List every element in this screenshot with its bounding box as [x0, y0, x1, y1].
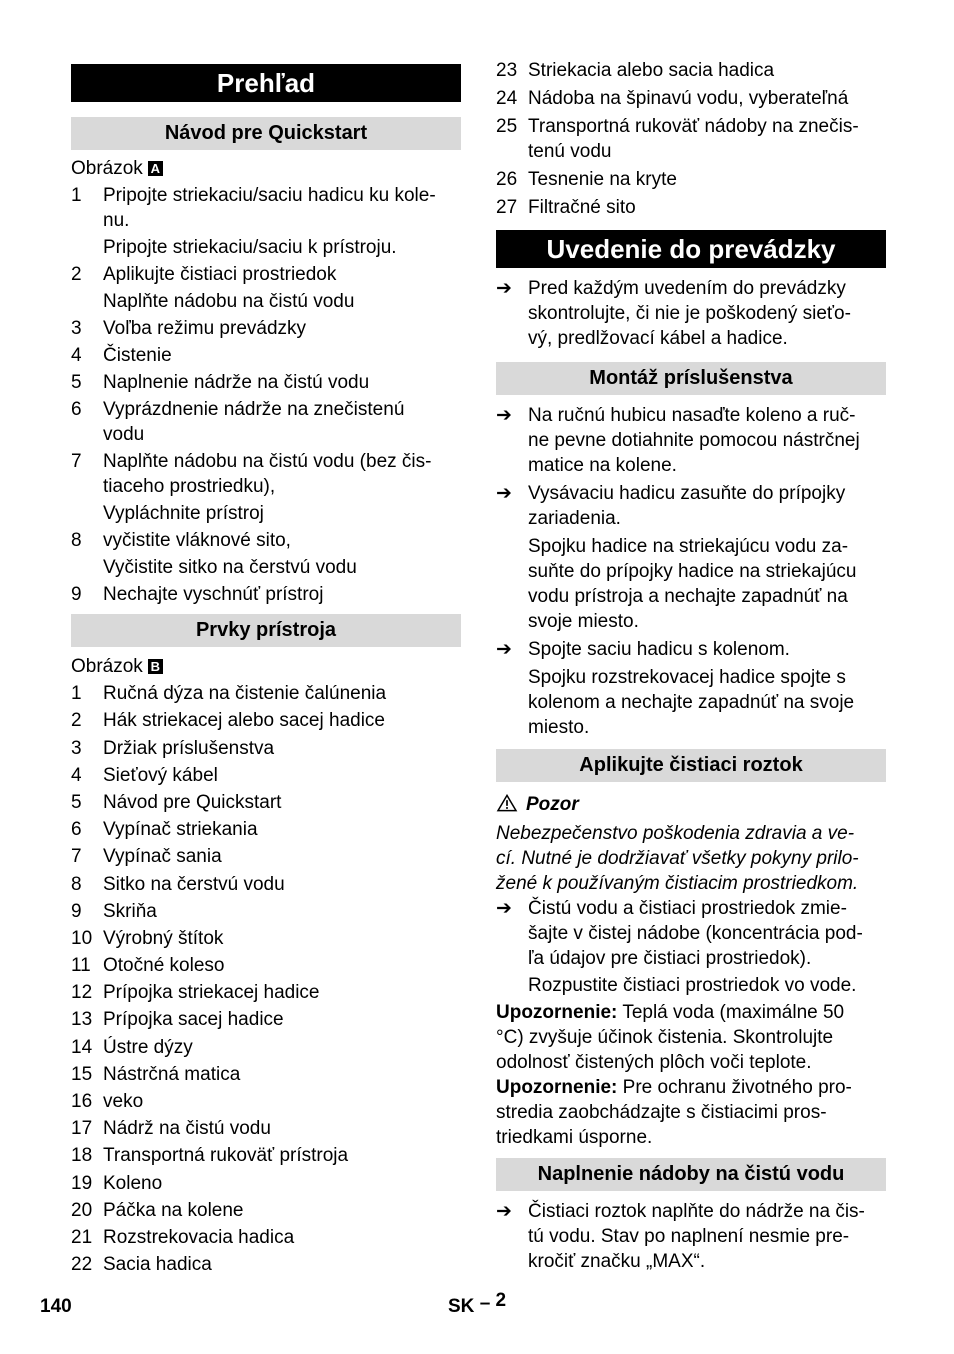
text-line: miesto.	[528, 717, 590, 738]
text-line: matice na kolene.	[528, 455, 677, 476]
text-line: Spojte saciu hadicu s kolenom.	[528, 639, 790, 660]
item-number: 25	[496, 116, 518, 137]
step-number: 4	[71, 345, 82, 366]
step-number: 8	[71, 530, 82, 551]
text-line: nu.	[103, 210, 130, 231]
text-line: cí. Nutné je dodržiavať všetky pokyny prilo-	[496, 848, 859, 869]
text-line: tenú vodu	[528, 141, 612, 162]
list-item	[71, 1252, 461, 1277]
item-text: veko	[103, 1091, 144, 1112]
list-item	[71, 1225, 461, 1250]
item-text	[528, 114, 886, 164]
right-arrow-icon: ➔	[496, 639, 512, 660]
list-item	[71, 1007, 461, 1032]
warning-triangle-icon	[496, 794, 518, 812]
heading-apply-detergent: Aplikujte čistiaci roztok	[496, 749, 886, 782]
step-number	[71, 555, 103, 580]
list-item	[71, 1062, 461, 1087]
figure-badge-b: B	[148, 659, 163, 674]
quickstart-step	[71, 501, 461, 526]
left-column	[71, 60, 461, 1277]
quickstart-step	[71, 289, 461, 314]
item-text: Sieťový kábel	[103, 764, 218, 786]
text-line: Nebezpečenstvo poškodenia zdravia a ve-	[496, 823, 855, 844]
step-text	[103, 528, 461, 553]
item-text: Prípojka striekacej hadice	[103, 982, 320, 1004]
item-text: Prípojka sacej hadice	[103, 1009, 284, 1031]
item-text: Nástrčná matica	[103, 1063, 241, 1085]
text-line: Pripojte striekaciu/saciu hadicu ku kole-	[103, 185, 436, 206]
step-text	[103, 397, 461, 447]
item-number: 7	[71, 846, 82, 868]
item-number: 21	[71, 1226, 93, 1248]
right-arrow-icon: ➔	[496, 405, 512, 426]
list-item	[71, 1035, 461, 1060]
text-line: Aplikujte čistiaci prostriedok	[103, 264, 337, 285]
text-line: kolenom a nechajte zapadnúť na svoje	[528, 692, 855, 713]
item-number: 10	[71, 927, 93, 949]
text-line: Nechajte vyschnúť prístroj	[103, 584, 324, 605]
text-line: kročiť značku „MAX“.	[528, 1251, 706, 1272]
list-item	[71, 736, 461, 761]
item-number: 14	[71, 1036, 93, 1058]
right-arrow-icon: ➔	[496, 278, 512, 299]
text-line: Naplňte nádobu na čistú vodu	[103, 291, 355, 312]
text-line: tiaceho prostriedku),	[103, 476, 276, 497]
list-item	[71, 844, 461, 869]
quickstart-step	[71, 343, 461, 368]
item-number: 6	[71, 819, 82, 841]
device-elements-list	[71, 681, 461, 1277]
footer-lang: SK – 2	[448, 1290, 507, 1317]
right-column	[496, 58, 886, 1274]
section-title-startup: Uvedenie do prevádzky	[496, 230, 886, 268]
text-line: ľa údajov pre čistiaci prostriedok).	[528, 948, 812, 969]
quickstart-step	[71, 316, 461, 341]
text-line: svoje miesto.	[528, 611, 639, 632]
quickstart-step	[71, 397, 461, 447]
figure-ref-b: Obrázok B	[71, 654, 461, 679]
item-number: 27	[496, 197, 518, 218]
list-item	[71, 899, 461, 924]
step-number: 3	[71, 318, 82, 339]
step-text	[103, 370, 461, 395]
text-line: Voľba režimu prevádzky	[103, 318, 307, 339]
item-number: 13	[71, 1009, 93, 1031]
mounting-bullet-1	[496, 403, 886, 478]
list-item	[71, 1143, 461, 1168]
item-number: 15	[71, 1063, 93, 1085]
item-number: 5	[71, 791, 82, 813]
detergent-bullet-1	[496, 896, 886, 971]
step-text	[103, 449, 461, 499]
text-line: zariadenia.	[528, 508, 621, 529]
text-line: Čistiaci roztok naplňte do nádrže na čis-	[528, 1201, 865, 1222]
text-line: Filtračné sito	[528, 197, 636, 218]
item-text	[528, 167, 886, 192]
quickstart-step	[71, 262, 461, 287]
text-line: Striekacia alebo sacia hadica	[528, 60, 775, 81]
item-number: 4	[71, 764, 82, 786]
heading-accessory-mounting: Montáž príslušenstva	[496, 362, 886, 395]
step-text	[103, 501, 461, 526]
text-line: Naplňte nádobu na čistú vodu (bez čis-	[103, 451, 432, 472]
right-arrow-icon: ➔	[496, 1201, 512, 1222]
list-item	[496, 167, 886, 192]
text-line: triedkami úsporne.	[496, 1127, 653, 1148]
text-line: Vyčistite sitko na čerstvú vodu	[103, 557, 357, 578]
text-line: Pripojte striekaciu/saciu k prístroju.	[103, 237, 397, 258]
quickstart-step	[71, 582, 461, 607]
item-number: 24	[496, 88, 518, 109]
item-text: Sitko na čerstvú vodu	[103, 873, 285, 895]
right-arrow-icon: ➔	[496, 898, 512, 919]
text-line: stredia zaobchádzajte s čistiacimi pros-	[496, 1102, 827, 1123]
text-line: žené k používaným čistiacim prostriedkom.	[496, 873, 859, 894]
step-number	[71, 289, 103, 314]
item-text: Sacia hadica	[103, 1254, 212, 1276]
quickstart-step	[71, 555, 461, 580]
item-text	[528, 58, 886, 83]
step-number: 9	[71, 584, 82, 605]
text-line: Čistenie	[103, 345, 172, 366]
list-item	[71, 817, 461, 842]
quickstart-step	[71, 528, 461, 553]
item-number: 18	[71, 1145, 93, 1167]
text-line: Nádoba na špinavú vodu, vyberateľná	[528, 88, 849, 109]
item-text: Ručná dýza na čistenie čalúnenia	[103, 683, 387, 705]
item-text: Skriňa	[103, 900, 157, 922]
list-item	[71, 681, 461, 706]
text-line: Vysávaciu hadicu zasuňte do prípojky	[528, 483, 846, 504]
text-line: Rozpustite čistiaci prostriedok vo vode.	[528, 975, 857, 996]
item-text: Transportná rukoväť prístroja	[103, 1145, 349, 1167]
item-number: 20	[71, 1199, 93, 1221]
item-number: 19	[71, 1172, 93, 1194]
item-text: Nádrž na čistú vodu	[103, 1118, 271, 1140]
text-line: ne pevne dotiahnite pomocou nástrčnej	[528, 430, 860, 451]
quickstart-step	[71, 370, 461, 395]
item-number: 2	[71, 710, 82, 732]
item-text: Vypínač striekania	[103, 819, 258, 841]
item-text: Páčka na kolene	[103, 1199, 244, 1221]
heading-fill-clean-water: Naplnenie nádoby na čistú vodu	[496, 1158, 886, 1191]
list-item	[71, 790, 461, 815]
heading-device-elements: Prvky prístroja	[71, 614, 461, 647]
startup-bullet	[496, 276, 886, 351]
list-item	[71, 953, 461, 978]
text-line: vodu prístroja a nechajte zapadnúť na	[528, 586, 848, 607]
list-item	[71, 708, 461, 733]
page-number: 140	[40, 1296, 72, 1317]
text-line: Pred každým uvedením do prevádzky	[528, 278, 846, 299]
item-text: Držiak príslušenstva	[103, 737, 275, 759]
item-text: Rozstrekovacia hadica	[103, 1226, 295, 1248]
text-line: Vypláchnite prístroj	[103, 503, 264, 524]
text-line: Transportná rukoväť nádoby na znečis-	[528, 116, 859, 137]
step-number	[71, 235, 103, 260]
step-number	[71, 501, 103, 526]
item-text: Otočné koleso	[103, 955, 225, 977]
text-line: skontrolujte, či nie je poškodený sieťo-	[528, 303, 851, 324]
item-text: Koleno	[103, 1172, 163, 1194]
list-item	[496, 114, 886, 164]
mounting-bullet-2	[496, 481, 886, 531]
list-item	[71, 1116, 461, 1141]
mounting-instructions	[496, 403, 886, 740]
item-number: 22	[71, 1254, 93, 1276]
item-number: 23	[496, 60, 518, 81]
warning-text	[496, 821, 886, 896]
item-text: Vypínač sania	[103, 846, 222, 868]
device-elements-list-continued	[496, 58, 886, 220]
step-number: 7	[71, 451, 82, 472]
text-line: Tesnenie na kryte	[528, 169, 677, 190]
figure-badge-a: A	[148, 161, 163, 176]
step-number: 6	[71, 399, 82, 420]
list-item	[496, 86, 886, 111]
item-number: 12	[71, 982, 93, 1004]
filling-bullet-1	[496, 1199, 886, 1274]
list-item	[71, 980, 461, 1005]
text-line: Spojku rozstrekovacej hadice spojte s	[528, 667, 846, 688]
item-text: Výrobný štítok	[103, 927, 224, 949]
list-item	[71, 1198, 461, 1223]
text-line: suňte do prípojky hadice na striekajúcu	[528, 561, 857, 582]
quickstart-step	[71, 183, 461, 233]
section-title-overview: Prehľad	[71, 64, 461, 102]
text-line: Na ručnú hubicu nasaďte koleno a ruč-	[528, 405, 856, 426]
text-line: °C) zvyšuje účinok čistenia. Skontrolujte	[496, 1027, 834, 1048]
item-number: 3	[71, 737, 82, 759]
text-line: Vyprázdnenie nádrže na znečistenú	[103, 399, 405, 420]
item-number: 17	[71, 1118, 93, 1140]
quickstart-step	[71, 235, 461, 260]
step-number: 2	[71, 264, 82, 285]
figure-ref-a: Obrázok A	[71, 156, 461, 181]
step-text	[103, 289, 461, 314]
step-text	[103, 343, 461, 368]
step-text	[103, 555, 461, 580]
mounting-bullet-2-continued	[496, 534, 886, 634]
step-text	[103, 262, 461, 287]
item-text: Návod pre Quickstart	[103, 791, 282, 813]
text-line: vodu	[103, 424, 145, 445]
right-arrow-icon: ➔	[496, 483, 512, 504]
item-text	[528, 195, 886, 220]
list-item	[496, 58, 886, 83]
list-item	[496, 195, 886, 220]
warning-title: Pozor	[496, 792, 886, 817]
item-number: 1	[71, 683, 82, 705]
step-number: 1	[71, 185, 82, 206]
note-environment: Upozornenie: Pre ochranu životného pro- stredia zaobchádzajte s čistiacimi pros- triedkami úsporne.	[496, 1075, 886, 1150]
text-line: Naplnenie nádrže na čistú vodu	[103, 372, 370, 393]
list-item	[71, 1089, 461, 1114]
item-text: Ústre dýzy	[103, 1036, 193, 1058]
item-number: 26	[496, 169, 518, 190]
item-number: 11	[71, 955, 91, 977]
text-line: vý, predlžovací kábel a hadice.	[528, 328, 788, 349]
text-line: šajte v čistej nádobe (koncentrácia pod-	[528, 923, 863, 944]
text-line: Spojku hadice na striekajúcu vodu za-	[528, 536, 849, 557]
step-text	[103, 582, 461, 607]
item-text: Hák striekacej alebo sacej hadice	[103, 710, 385, 732]
quickstart-steps	[71, 183, 461, 607]
item-number: 9	[71, 900, 82, 922]
step-text	[103, 183, 461, 233]
text-line: vyčistite vláknové sito,	[103, 530, 291, 551]
step-number: 5	[71, 372, 82, 393]
text-line: Čistú vodu a čistiaci prostriedok zmie-	[528, 898, 847, 919]
note-warm-water: Upozornenie: Teplá voda (maximálne 50 °C) zvyšuje účinok čistenia. Skontrolujte odolnosť čistených plôch voči teplote.	[496, 1000, 886, 1075]
detergent-bullet-1-continued	[496, 973, 886, 998]
heading-quickstart: Návod pre Quickstart	[71, 117, 461, 150]
warning-block	[496, 792, 886, 896]
text-line: tú vodu. Stav po naplnení nesmie pre-	[528, 1226, 850, 1247]
list-item	[71, 763, 461, 788]
text-line: odolnosť čistených plôch voči teplote.	[496, 1052, 812, 1073]
step-text	[103, 316, 461, 341]
item-number: 16	[71, 1091, 93, 1112]
list-item	[71, 926, 461, 951]
quickstart-step	[71, 449, 461, 499]
item-number: 8	[71, 873, 82, 895]
item-text	[528, 86, 886, 111]
list-item	[71, 872, 461, 897]
list-item	[71, 1171, 461, 1196]
step-text	[103, 235, 461, 260]
mounting-bullet-3	[496, 637, 886, 662]
mounting-bullet-3-continued	[496, 665, 886, 740]
